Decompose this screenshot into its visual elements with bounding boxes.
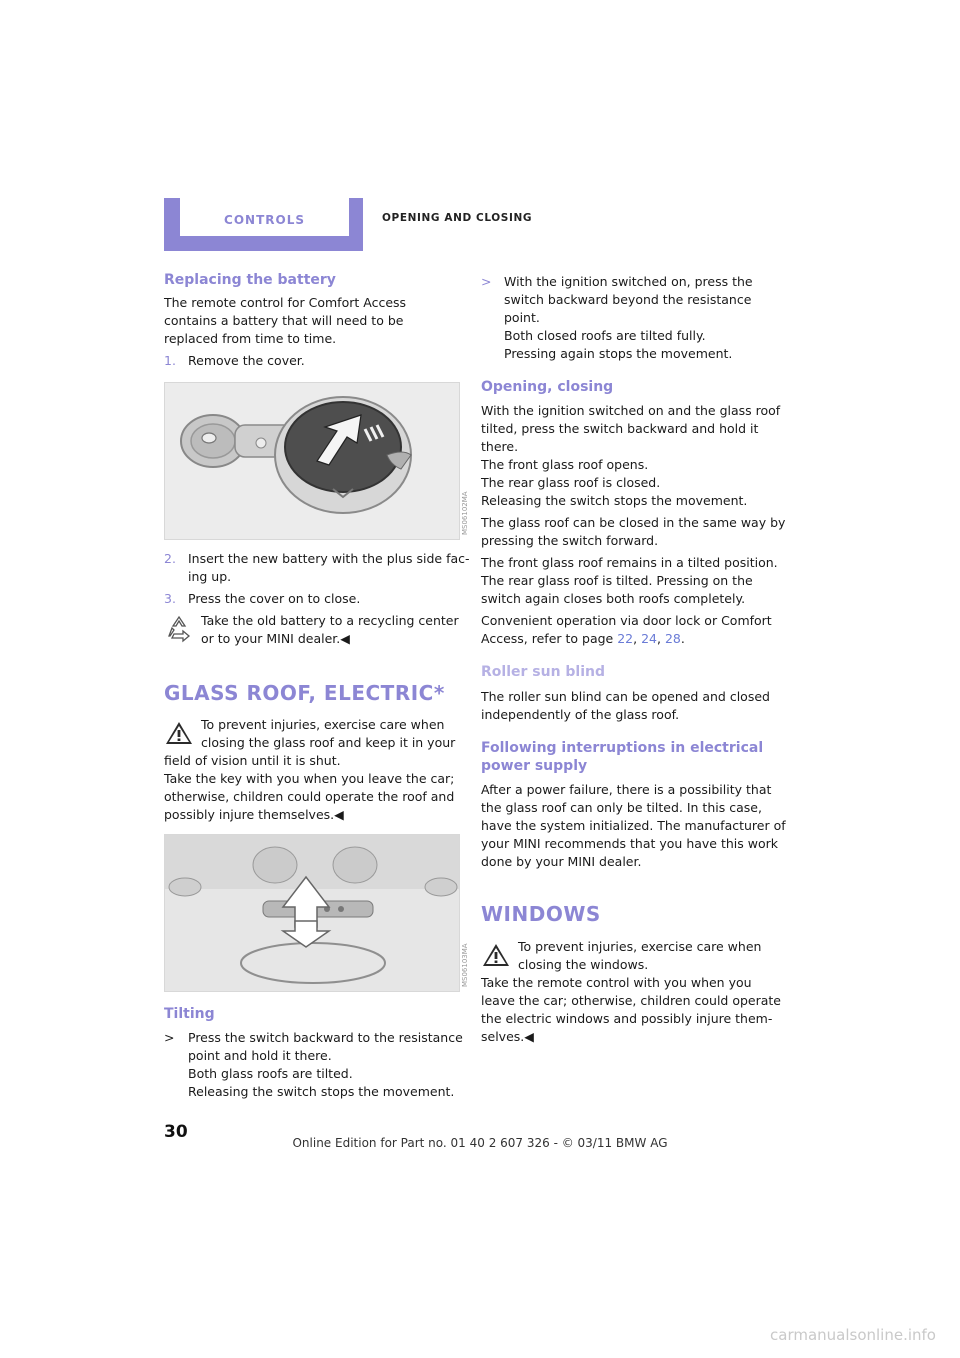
opening-closing-heading: Opening, closing [481,379,614,395]
section-tab [164,198,363,251]
section-tab-label: CONTROLS [180,198,349,236]
warning-1-line-b: closing the glass roof and keep it in your [201,735,456,750]
watermark: carmanualsonline.info [770,1326,936,1344]
step-2-number: 2. [164,551,176,566]
warning-1-line-f [164,806,344,824]
windows-warning-line-e: the electric windows and possibly injure them- [481,1011,773,1026]
step-2-text-b: ing up. [188,569,232,584]
interrupt-line-d: your MINI recommends that you have this work [481,836,778,851]
recycle-text-b-text: or to your MINI dealer. [201,631,341,646]
interruptions-heading-a: Following interruptions in electrical [481,740,764,756]
replacing-battery-heading: Replacing the battery [164,272,336,288]
bullet-marker: > [481,274,492,289]
end-mark: ◀ [334,807,344,822]
opening-line-f: Releasing the switch stops the movement. [481,493,748,508]
step-3-text: Press the cover on to close. [188,591,361,606]
windows-warning-line-b: closing the windows. [518,957,649,972]
bullet-1-line-a: With the ignition switched on, press the [504,274,753,289]
tilting-line-b: point and hold it there. [188,1048,332,1063]
replacing-intro: The remote control for Comfort Access contains a battery that will need to be replaced from time to time. [164,295,407,346]
opening-line-e: The rear glass roof is closed. [481,475,661,490]
end-mark: ◀ [340,631,350,646]
tilting-bullet: > [164,1030,175,1045]
figure-code: MS06103MA [461,943,469,987]
opening-line-d: The front glass roof opens. [481,457,649,472]
online-edition-footer: Online Edition for Part no. 01 40 2 607 326 - © 03/11 BMW AG [292,1136,668,1150]
roller-line-a: The roller sun blind can be opened and closed [481,689,770,704]
warning-1-line-f-text: possibly injure themselves. [164,807,335,822]
end-mark: ◀ [524,1029,534,1044]
windows-heading: WINDOWS [481,902,601,926]
figure-code: MS06102MA [461,491,469,535]
recycle-text-b [201,630,350,648]
interrupt-line-a: After a power failure, there is a possibility that [481,782,772,797]
interruptions-heading-b: power supply [481,758,588,774]
bullet-1-line-d: Both closed roofs are tilted fully. [504,328,706,343]
warning-1-line-e: otherwise, children could operate the roof and [164,789,455,804]
convenient-line-b: Access, refer to page 22, 24, 28. [481,631,685,646]
recycle-icon [164,614,194,648]
windows-warning-line-f [481,1028,534,1046]
convenient-line-a: Convenient operation via door lock or Comfort [481,613,772,628]
page-ref-24[interactable]: 24 [641,631,657,646]
chapter-title: OPENING AND CLOSING [382,212,533,224]
tilted-line-c: switch again closes both roofs completely. [481,591,746,606]
page-ref-28[interactable]: 28 [664,631,681,646]
windows-warning-line-f-text: selves. [481,1029,525,1044]
closing-line-b: pressing the switch forward. [481,533,659,548]
roof-switch-illustration [165,835,459,991]
windows-warning-line-d: leave the car; otherwise, children could operate [481,993,781,1008]
step-1 [164,352,305,370]
step-2 [164,550,470,584]
step-2-text-a: Insert the new battery with the plus side fac- [188,551,470,566]
bullet-1-line-e: Pressing again stops the movement. [504,346,733,361]
key-fob-illustration [165,383,459,539]
page-number: 30 [164,1122,188,1142]
tilted-line-a: The front glass roof remains in a tilted position. [481,555,778,570]
opening-line-a: With the ignition switched on and the glass roof [481,403,781,418]
tilting-heading: Tilting [164,1006,215,1022]
step-1-text: Remove the cover. [188,353,305,368]
interrupt-line-b: the glass roof can only be tilted. In this case, [481,800,762,815]
warning-1-line-d: Take the key with you when you leave the car; [164,771,455,786]
warning-icon [164,719,194,747]
bullet-1-line-c: point. [504,310,540,325]
tilting-line-a: Press the switch backward to the resistance [188,1030,463,1045]
tilting-line-c: Both glass roofs are tilted. [188,1066,353,1081]
opening-line-c: there. [481,439,519,454]
key-fob-figure [164,382,469,540]
warning-1-line-c: field of vision until it is shut. [164,753,341,768]
roof-switch-figure [164,834,469,992]
interrupt-line-c: have the system initialized. The manufacturer of [481,818,786,833]
opening-line-b: tilted, press the switch backward and hold it [481,421,759,436]
glass-roof-heading: GLASS ROOF, ELECTRIC* [164,681,445,705]
step-3 [164,590,361,608]
warning-1-line-a: To prevent injuries, exercise care when [201,717,445,732]
interrupt-line-e: done by your MINI dealer. [481,854,642,869]
windows-warning-line-c: Take the remote control with you when you [481,975,752,990]
bullet-1-line-b: switch backward beyond the resistance [504,292,752,307]
roller-sun-blind-heading: Roller sun blind [481,664,606,680]
step-1-number: 1. [164,353,176,368]
page-ref-22[interactable]: 22 [617,631,634,646]
tilting-line-d: Releasing the switch stops the movement. [188,1084,455,1099]
tilted-line-b: The rear glass roof is tilted. Pressing on the [481,573,753,588]
convenient-line-b-text: Access, refer to page [481,631,614,646]
roller-line-b: independently of the glass roof. [481,707,680,722]
recycle-text-a: Take the old battery to a recycling center [201,613,459,628]
step-3-number: 3. [164,591,176,606]
warning-icon [481,941,511,969]
windows-warning-line-a: To prevent injuries, exercise care when [518,939,762,954]
closing-line-a: The glass roof can be closed in the same way by [481,515,786,530]
